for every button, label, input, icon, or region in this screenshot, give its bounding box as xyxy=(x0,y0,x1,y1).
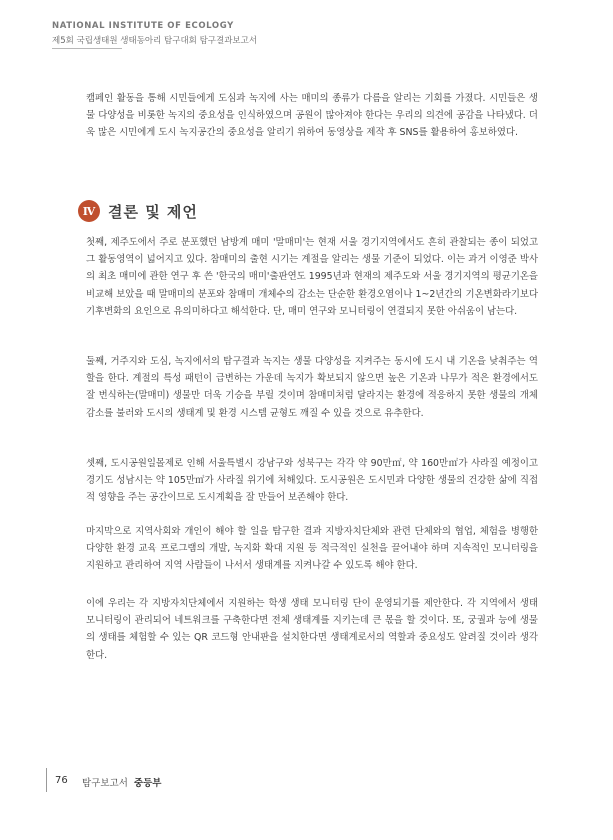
footer-report-label: 탐구보고서 xyxy=(82,778,128,789)
footer-divider xyxy=(46,768,47,792)
header-institute: NATIONAL INSTITUTE OF ECOLOGY xyxy=(52,21,234,31)
paragraph-fifth: 이에 우리는 각 지방자치단체에서 지원하는 학생 생태 모니터링 단이 운영되기를 제안한다. 각 지역에서 생태 모니터링이 관리되어 네트워크를 구축한다면 전체 생태계를 지키는데 큰 몫을 할 것이다. 또, 궁궐과 능에 생물의 생태를 체험할 수 있는 QR 코드형 안내판을 설치한다면 생태계로서의 역할과 중요성도 알려질 것이라 생각한다. xyxy=(86,598,538,661)
intro-paragraph: 캠페인 활동을 통해 시민들에게 도심과 녹지에 사는 매미의 종류가 다름을 알리는 기회를 가졌다. 시민들은 생물 다양성을 비롯한 녹지의 중요성을 인식하였으며 공원이 많아져야 한다는 우리의 의견에 공감을 나타냈다. 더욱 많은 시민에게 도시 녹지공간의 중요성을 알리기 위하여 동영상을 제작 후 SNS를 활용하여 홍보하였다. xyxy=(86,93,538,139)
paragraph-second: 둘째, 거주지와 도심, 녹지에서의 탐구결과 녹지는 생물 다양성을 지켜주는 동시에 도시 내 기온을 낮춰주는 역할을 한다. 계절의 특성 패턴이 급변하는 가운데 녹지가 확보되지 않으면 높은 기온과 나무가 적은 환경에서도 잘 번식하는(말매미) 생물만 더욱 기승을 부릴 것이며 참매미처럼 달라지는 환경에 적응하지 못한 생물의 개체감소를 불러와 도시의 생태계 및 환경 시스템 균형도 깨질 수 있을 것으로 유추한다. xyxy=(86,356,538,419)
section-heading xyxy=(78,199,198,223)
paragraph-third: 셋째, 도시공원일몰제로 인해 서울특별시 강남구와 성북구는 각각 약 90만㎡, 약 160만㎡가 사라질 예정이고 경기도 성남시는 약 105만㎡가 사라질 위기에 처해있다. 도시공원은 도시민과 다양한 생물의 건강한 삶에 직접적 영향을 주는 공간이므로 도시계획을 잘 만들어 보존해야 한다. xyxy=(86,458,538,504)
header-subtitle: 제5회 국립생태원 생태동아리 탐구대회 탐구결과보고서 xyxy=(52,36,258,46)
page-number: 76 xyxy=(55,775,68,786)
section-number-badge: Ⅳ xyxy=(78,200,100,222)
footer-label xyxy=(82,775,161,789)
paragraph-fourth: 마지막으로 지역사회와 개인이 해야 할 일을 탐구한 결과 지방자치단체와 관련 단체와의 협업, 체험을 병행한 다양한 환경 교육 프로그램의 개발, 녹지화 확대 지원 등 적극적인 실천을 끌어내야 하며 지속적인 모니터링을 지원하고 관리하여 지역 사람들이 나서서 생태계를 지켜나갈 수 있도록 해야 한다. xyxy=(86,526,538,572)
paragraph-first: 첫째, 제주도에서 주로 분포했던 남방계 매미 '말매미'는 현재 서울 경기지역에서도 흔히 관찰되는 종이 되었고 그 활동영역이 넓어지고 있다. 참매미의 출현 시기는 계절을 알리는 생물 기준이 되었다. 이는 과거 이영준 박사의 최초 매미에 관한 연구 후 쓴 '한국의 매미'출판연도 1995년과 현재의 제주도와 서울 경기지역의 평균기온을 비교해 보았을 때 말매미의 분포와 참매미 개체수의 감소는 단순한 환경오염이나 1~2년간의 기온변화라기보다 기후변화의 요인으로 유의미하다고 해석한다. 단, 매미 연구와 모니터링이 연결되지 못한 아쉬움이 남는다. xyxy=(86,237,538,317)
section-title: 결론 및 제언 xyxy=(108,202,198,221)
footer-level: 중등부 xyxy=(133,778,162,789)
header-rule xyxy=(52,48,122,49)
